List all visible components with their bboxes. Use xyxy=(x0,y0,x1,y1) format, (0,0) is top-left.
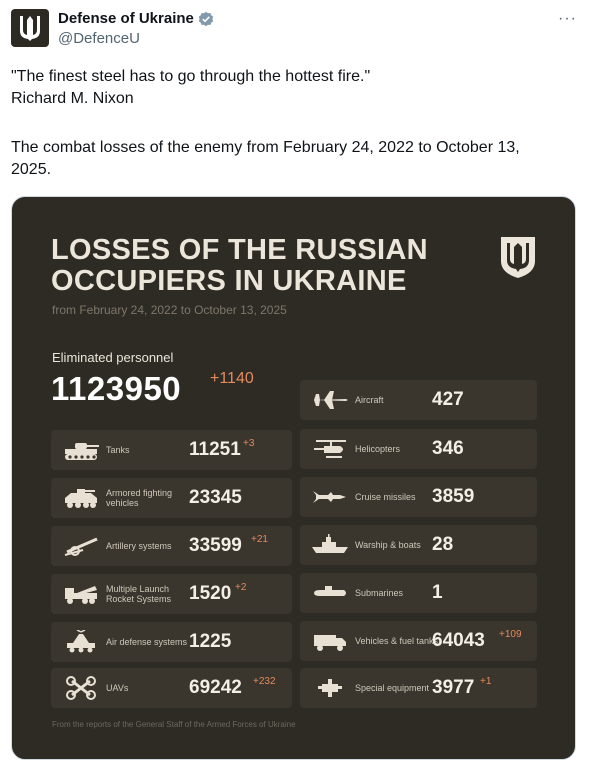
stat-label: Vehicles & fuel tanks xyxy=(355,636,439,646)
stat-label: Cruise missiles xyxy=(355,492,416,502)
stat-row-special-equipment xyxy=(300,668,537,708)
stat-value: 1520 xyxy=(189,583,232,604)
stat-row-submarines xyxy=(300,573,537,613)
stat-value: 1225 xyxy=(189,631,232,652)
trident-icon xyxy=(18,14,42,42)
stat-delta: +109 xyxy=(499,629,522,640)
stat-value: 3977 xyxy=(432,677,475,698)
stat-row-artillery xyxy=(51,526,292,566)
stat-value: 3859 xyxy=(432,486,475,507)
stat-label: Multiple Launch Rocket Systems xyxy=(106,584,172,604)
stat-value: 28 xyxy=(432,534,454,555)
stat-row-mlrs xyxy=(51,574,292,614)
missile-icon xyxy=(310,485,350,509)
truck-icon xyxy=(310,629,350,653)
armored-vehicle-icon xyxy=(61,486,101,510)
stat-delta: +1 xyxy=(480,676,492,687)
aircraft-icon xyxy=(310,388,350,412)
stat-row-afv xyxy=(51,478,292,518)
stat-label: Armored fighting vehicles xyxy=(106,488,173,508)
stat-row-air-defense xyxy=(51,622,292,662)
tank-icon xyxy=(61,438,101,462)
stat-value: 1 xyxy=(432,582,443,603)
stat-label: Helicopters xyxy=(355,444,401,454)
air-defense-icon xyxy=(61,630,101,654)
stat-value: 427 xyxy=(432,389,464,410)
stat-delta: +2 xyxy=(235,582,247,593)
stat-delta: +21 xyxy=(251,534,268,545)
stat-row-warships xyxy=(300,525,537,565)
title-line: LOSSES OF THE RUSSIAN xyxy=(51,234,428,266)
special-equipment-icon xyxy=(310,676,350,700)
stat-row-aircraft xyxy=(300,380,537,420)
stat-row-tanks xyxy=(51,430,292,470)
infographic-title xyxy=(51,235,428,297)
helicopter-icon xyxy=(310,437,350,461)
stat-row-helicopters xyxy=(300,429,537,469)
stat-row-uavs xyxy=(51,668,292,708)
stat-value: 346 xyxy=(432,438,464,459)
stat-label: Aircraft xyxy=(355,395,384,405)
stat-label: Artillery systems xyxy=(106,541,172,551)
artillery-icon xyxy=(61,534,101,558)
stat-label: Tanks xyxy=(106,445,130,455)
stat-row-vehicles xyxy=(300,621,537,661)
mlrs-icon xyxy=(61,582,101,606)
emblem-icon xyxy=(499,235,537,279)
title-line: OCCUPIERS IN UKRAINE xyxy=(51,265,407,297)
stat-delta: +3 xyxy=(243,438,255,449)
drone-icon xyxy=(61,676,101,700)
infographic-subtitle: from February 24, 2022 to October 13, 2025 xyxy=(52,303,287,317)
verified-badge-icon xyxy=(198,11,214,27)
stat-label: Special equipment xyxy=(355,683,430,693)
tweet-body-line: The combat losses of the enemy from February 24, 2022 to October 13, xyxy=(11,139,520,156)
warship-icon xyxy=(310,533,350,557)
tweet-body-line: 2025. xyxy=(11,161,52,178)
more-options-button[interactable]: ··· xyxy=(558,10,577,27)
infographic-image[interactable] xyxy=(11,196,576,760)
author-name[interactable]: Defense of Ukraine xyxy=(58,10,194,27)
stat-value: 23345 xyxy=(189,487,242,508)
stat-label: Submarines xyxy=(355,588,404,598)
quote-author: Richard M. Nixon xyxy=(11,90,134,107)
stat-value: 11251 xyxy=(189,439,241,460)
stat-row-cruise-missiles xyxy=(300,477,537,517)
personnel-delta: +1140 xyxy=(210,370,254,387)
avatar[interactable] xyxy=(11,9,49,47)
stat-label: UAVs xyxy=(106,683,129,693)
stat-value: 69242 xyxy=(189,677,242,698)
author-handle[interactable]: @DefenceU xyxy=(58,30,140,47)
submarine-icon xyxy=(310,581,350,605)
personnel-label: Eliminated personnel xyxy=(52,350,174,365)
author-name-row[interactable] xyxy=(58,10,214,27)
infographic-footer: From the reports of the General Staff of the Armed Forces of Ukraine xyxy=(52,720,296,729)
stat-delta: +232 xyxy=(253,676,276,687)
quote-line: "The finest steel has to go through the hottest fire." xyxy=(11,68,371,85)
stat-label: Air defense systems xyxy=(106,637,188,647)
personnel-value: 1123950 xyxy=(51,370,182,407)
stat-value: 64043 xyxy=(432,630,485,651)
stat-value: 33599 xyxy=(189,535,242,556)
stat-label: Warship & boats xyxy=(355,540,421,550)
